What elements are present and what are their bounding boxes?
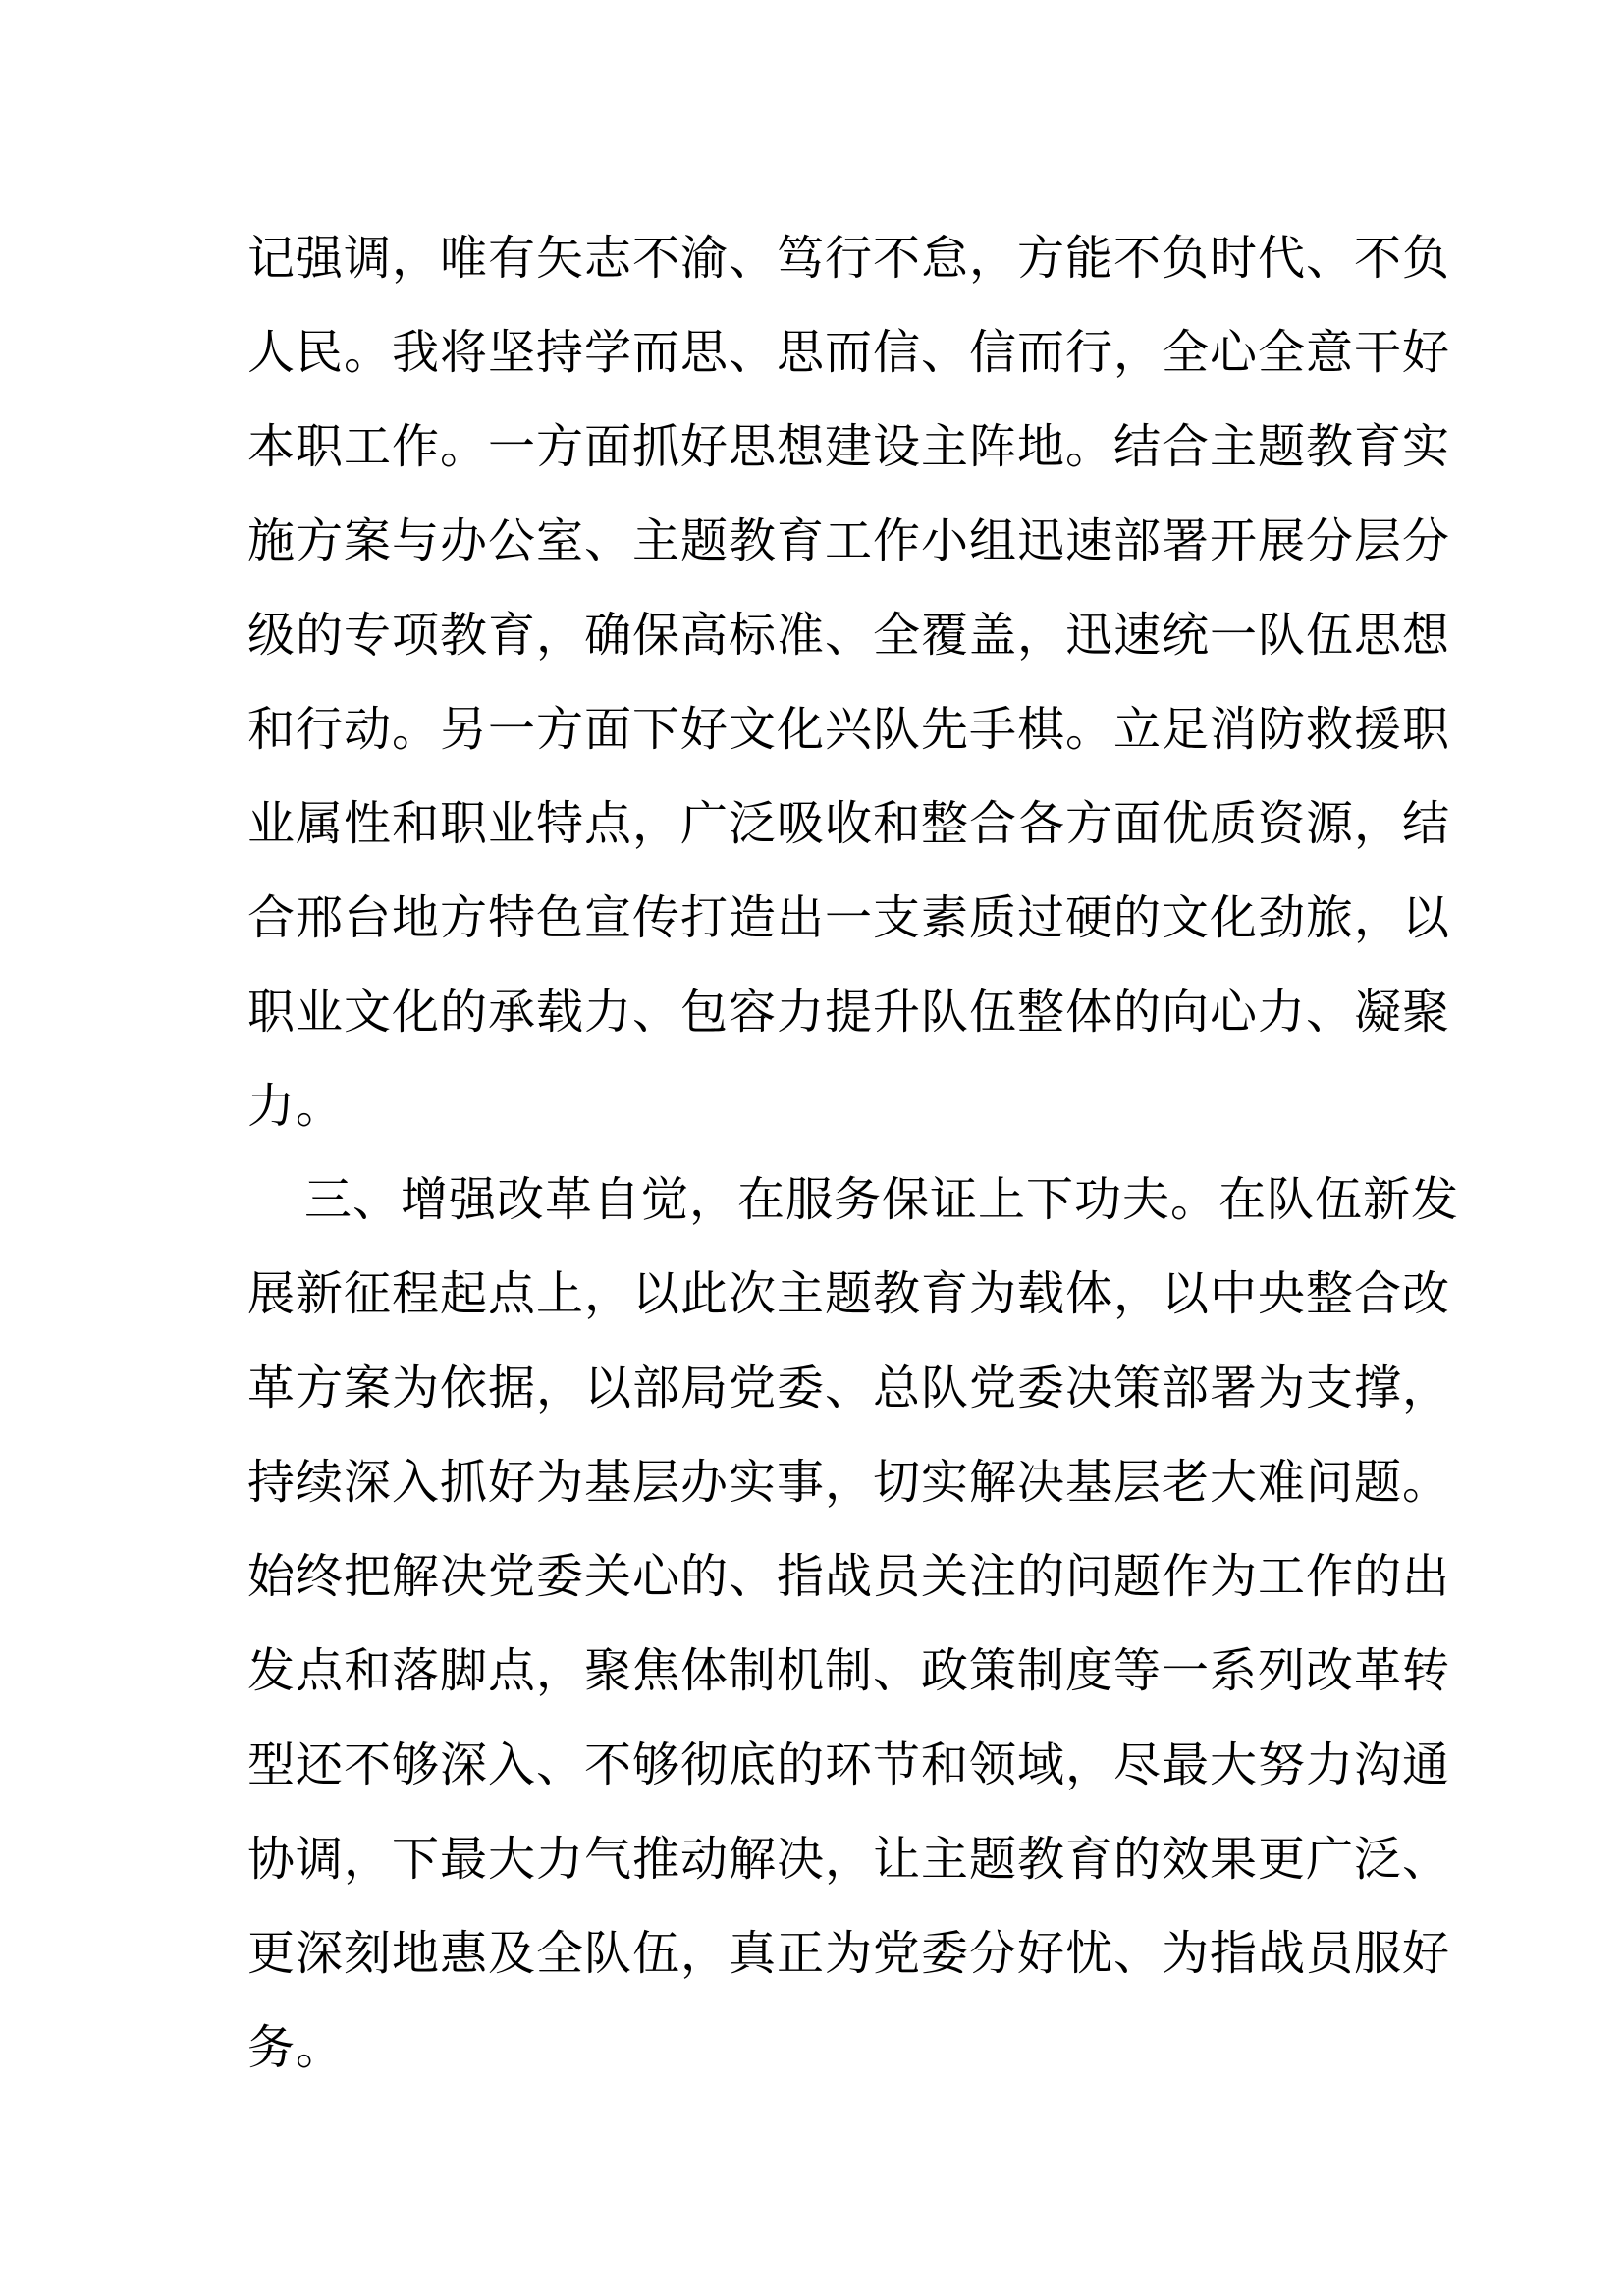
paragraph-line: 协调，下最大力气推动解决，让主题教育的效果更广泛、 (247, 1832, 1451, 1887)
paragraph-line: 合邢台地方特色宣传打造出一支素质过硬的文化劲旅，以 (247, 890, 1451, 945)
paragraph-line: 本职工作。一方面抓好思想建设主阵地。结合主题教育实 (247, 419, 1451, 474)
paragraph-line: 职业文化的承载力、包容力提升队伍整体的向心力、凝聚 (247, 985, 1451, 1040)
paragraph-line: 更深刻地惠及全队伍，真正为党委分好忧、为指战员服好 (247, 1926, 1451, 1981)
paragraph-2 (247, 1152, 1460, 2095)
paragraph-line-indented: 三、增强改革自觉，在服务保证上下功夫。在队伍新发 (304, 1172, 1460, 1227)
paragraph-line: 革方案为依据，以部局党委、总队党委决策部署为支撑， (247, 1361, 1451, 1415)
paragraph-line: 施方案与办公室、主题教育工作小组迅速部署开展分层分 (247, 513, 1451, 568)
paragraph-line: 持续深入抓好为基层办实事，切实解决基层老大难问题。 (247, 1455, 1451, 1510)
paragraph-line: 和行动。另一方面下好文化兴队先手棋。立足消防救援职 (247, 702, 1451, 757)
paragraph-line: 记强调，唯有矢志不渝、笃行不怠，方能不负时代、不负 (247, 231, 1451, 286)
paragraph-line: 发点和落脚点，聚焦体制机制、政策制度等一系列改革转 (247, 1643, 1451, 1698)
paragraph-line: 业属性和职业特点，广泛吸收和整合各方面优质资源，结 (247, 796, 1451, 851)
paragraph-1 (247, 211, 1451, 1153)
paragraph-line: 展新征程起点上，以此次主题教育为载体，以中央整合改 (247, 1266, 1451, 1321)
paragraph-line: 级的专项教育，确保高标准、全覆盖，迅速统一队伍思想 (247, 608, 1451, 663)
paragraph-line: 型还不够深入、不够彻底的环节和领域，尽最大努力沟通 (247, 1737, 1451, 1792)
paragraph-line: 力。 (247, 1079, 345, 1134)
paragraph-line: 始终把解决党委关心的、指战员关注的问题作为工作的出 (247, 1549, 1451, 1604)
paragraph-line: 务。 (247, 2020, 345, 2075)
paragraph-line: 人民。我将坚持学而思、思而信、信而行，全心全意干好 (247, 325, 1451, 380)
